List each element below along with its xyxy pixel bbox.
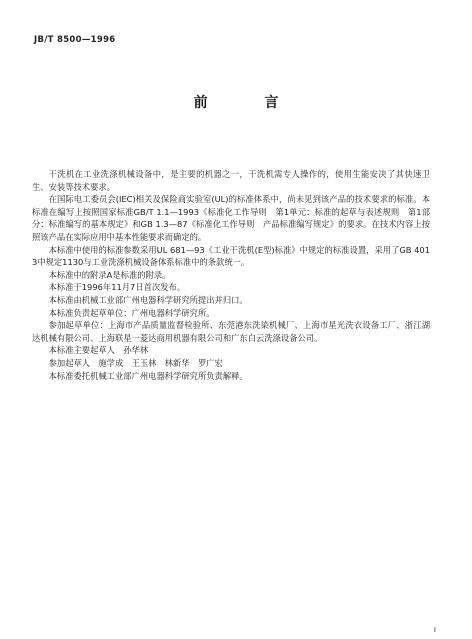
standard-code: JB/T 8500—1996 <box>34 35 116 45</box>
paragraph: 本标准于1996年11月7日首次发布。 <box>48 282 186 293</box>
foreword-body <box>32 168 430 382</box>
paragraph: 参加起草人 施学成 王玉林 林新华 罗广宏 <box>48 357 223 368</box>
paragraph: 本标准中使用的标准参数采用UL 681—93《工业干洗机(E型)标准》中规定的标准设置，采用了GB 4013中规定1130与工业洗涤机械设备体系标准中的条款统一。 <box>32 244 430 268</box>
paragraph: 本标准委托机械工业部广州电器科学研究所负责解释。 <box>48 370 248 381</box>
page-title: 前 言 <box>193 95 305 111</box>
paragraph: 本标准中的附录A是标准的附录。 <box>48 269 171 280</box>
paragraph: 在国际电工委员会(IEC)相关及保险商实验室(UL)的标准体系中，尚未见到该产品的技术要求的标准。本标准在编写上按照国家标准GB/T 1.1—1993《标准化工作导则 第1单元：标准的起草与表述规则 第1部分：标准编写的基本规定》和GB 1.3—87《标准化工作导则 产品标准编写规定》的要求。在技术内容上按照该产品在实际应用中基本性能要求而确定的。 <box>32 194 430 242</box>
paragraph: 本标准由机械工业部广州电器科学研究所提出并归口。 <box>48 294 248 305</box>
page-number: I <box>433 626 436 634</box>
paragraph: 本标准主要起草人 孙华林 <box>48 345 149 356</box>
paragraph: 本标准负责起草单位：广州电器科学研究所。 <box>48 307 215 318</box>
paragraph: 干洗机在工业洗涤机械设备中，是主要的机器之一，干洗机需专人操作的，使用生能安决了其快速卫生、安装等技术要求。 <box>32 169 430 192</box>
paragraph: 参加起草单位：上海市产品质量监督检验所、东莞港东洗染机械厂、上海市星光洗衣设备工厂、浙江湖达机械有限公司、上海联星一菱达商用机器有限公司和广东白云洗涤设备公司。 <box>32 320 430 343</box>
